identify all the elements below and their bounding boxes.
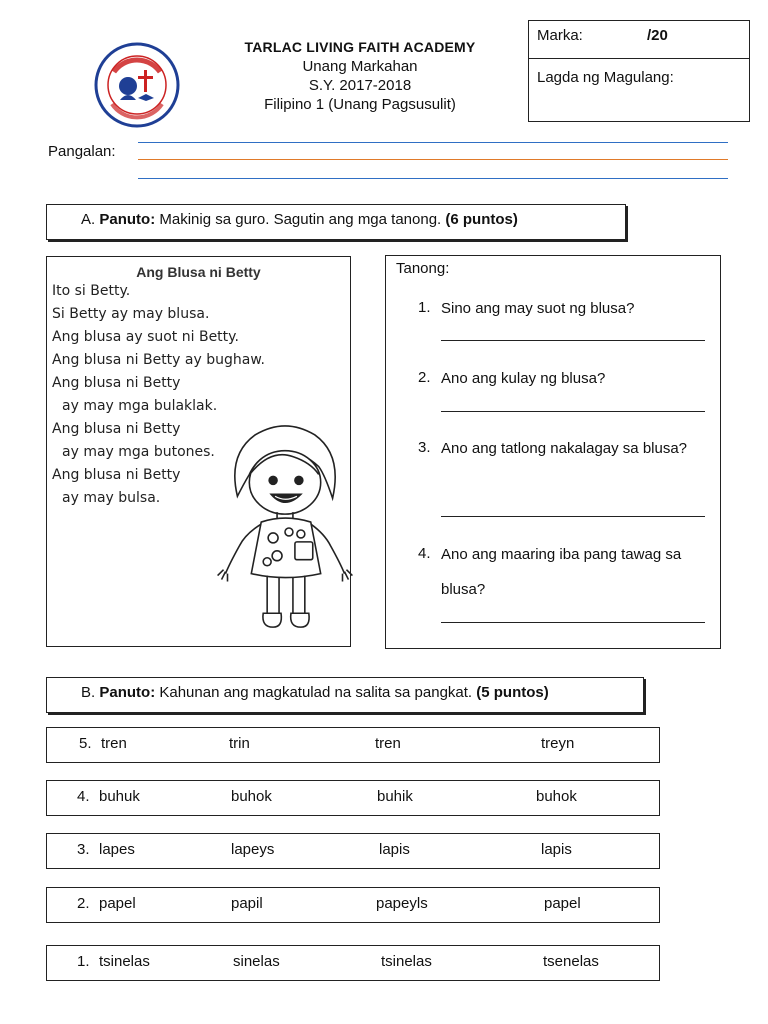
- story-line: Ang blusa ni Betty: [52, 421, 181, 437]
- row-number: 1.: [77, 953, 90, 970]
- question-number: 2.: [418, 369, 431, 386]
- answer-line[interactable]: [441, 340, 705, 341]
- story-line: Si Betty ay may blusa.: [52, 306, 210, 322]
- word-row: [46, 833, 660, 869]
- word-row: [46, 945, 660, 981]
- panuto-label: Panuto:: [99, 684, 156, 701]
- row-number: 3.: [77, 841, 90, 858]
- score-row: [529, 21, 749, 59]
- question-text: Ano ang maaring iba pang tawag sa blusa?: [441, 546, 682, 598]
- word-option[interactable]: papeyls: [376, 895, 428, 912]
- word-option[interactable]: lapeys: [231, 841, 275, 858]
- story-line: Ito si Betty.: [52, 283, 131, 299]
- word-option[interactable]: tsinelas: [99, 953, 150, 970]
- word-option[interactable]: buhuk: [99, 788, 140, 805]
- parent-signature-field[interactable]: [529, 59, 749, 96]
- section-b-instruction: [46, 677, 644, 713]
- story-title: Ang Blusa ni Betty: [136, 264, 261, 280]
- subject: Filipino 1 (Unang Pagsusulit): [264, 96, 456, 113]
- answer-line[interactable]: [441, 411, 705, 412]
- score-total: /20: [647, 27, 668, 44]
- word-option[interactable]: buhok: [536, 788, 577, 805]
- word-option[interactable]: tren: [101, 735, 127, 752]
- word-option[interactable]: tsinelas: [381, 953, 432, 970]
- score-box: [528, 20, 750, 122]
- quarter: Unang Markahan: [302, 58, 418, 75]
- row-number: 4.: [77, 788, 90, 805]
- word-option[interactable]: trin: [229, 735, 250, 752]
- word-option[interactable]: papil: [231, 895, 263, 912]
- row-number: 2.: [77, 895, 90, 912]
- school-year: S.Y. 2017-2018: [308, 77, 412, 94]
- section-letter: A.: [81, 211, 96, 228]
- signature-label: Lagda ng Magulang:: [537, 69, 674, 86]
- row-number: 5.: [79, 735, 92, 752]
- name-label: Pangalan:: [48, 143, 116, 160]
- name-line-3: [138, 178, 728, 179]
- story-line: ay may bulsa.: [62, 490, 161, 506]
- question-text: Ano ang tatlong nakalagay sa blusa?: [441, 440, 688, 457]
- word-option[interactable]: treyn: [541, 735, 575, 752]
- word-row: [46, 727, 660, 763]
- instruction-text: Kahunan ang magkatulad na salita sa pangkat.: [159, 684, 473, 701]
- question-number: 4.: [418, 545, 431, 562]
- document-header: [200, 38, 520, 114]
- section-a-instruction: [46, 204, 626, 240]
- story-line: Ang blusa ni Betty: [52, 375, 181, 391]
- story-panel: [46, 256, 351, 647]
- panuto-label: Panuto:: [99, 211, 156, 228]
- question-number: 1.: [418, 299, 431, 316]
- questions-label: Tanong:: [396, 260, 450, 277]
- question-number: 3.: [418, 439, 431, 456]
- school-logo: [94, 42, 180, 128]
- word-option[interactable]: papel: [99, 895, 136, 912]
- story-line: Ang blusa ay suot ni Betty.: [52, 329, 239, 345]
- story-line: ay may mga butones.: [62, 444, 215, 460]
- story-line: Ang blusa ni Betty: [52, 467, 181, 483]
- score-label: Marka:: [537, 27, 583, 44]
- question-text: Sino ang may suot ng blusa?: [441, 300, 635, 317]
- points-label: (6 puntos): [445, 211, 518, 228]
- word-row: [46, 780, 660, 816]
- word-option[interactable]: tren: [375, 735, 401, 752]
- word-option[interactable]: papel: [544, 895, 581, 912]
- name-line-2: [138, 159, 728, 160]
- word-option[interactable]: sinelas: [233, 953, 280, 970]
- answer-line[interactable]: [441, 622, 705, 623]
- school-name: TARLAC LIVING FAITH ACADEMY: [244, 39, 476, 55]
- word-option[interactable]: lapes: [99, 841, 135, 858]
- word-option[interactable]: lapis: [541, 841, 572, 858]
- section-letter: B.: [81, 684, 96, 701]
- word-option[interactable]: tsenelas: [543, 953, 599, 970]
- word-option[interactable]: buhik: [377, 788, 413, 805]
- question-text: Ano ang kulay ng blusa?: [441, 370, 606, 387]
- story-line: ay may mga bulaklak.: [62, 398, 218, 414]
- girl-illustration: [215, 415, 355, 643]
- word-option[interactable]: buhok: [231, 788, 272, 805]
- instruction-text: Makinig sa guro. Sagutin ang mga tanong.: [159, 211, 442, 228]
- story-line: Ang blusa ni Betty ay bughaw.: [52, 352, 265, 368]
- points-label: (5 puntos): [476, 684, 549, 701]
- questions-panel: [385, 255, 721, 649]
- answer-line[interactable]: [441, 516, 705, 517]
- word-row: [46, 887, 660, 923]
- word-option[interactable]: lapis: [379, 841, 410, 858]
- name-line-1[interactable]: [138, 142, 728, 143]
